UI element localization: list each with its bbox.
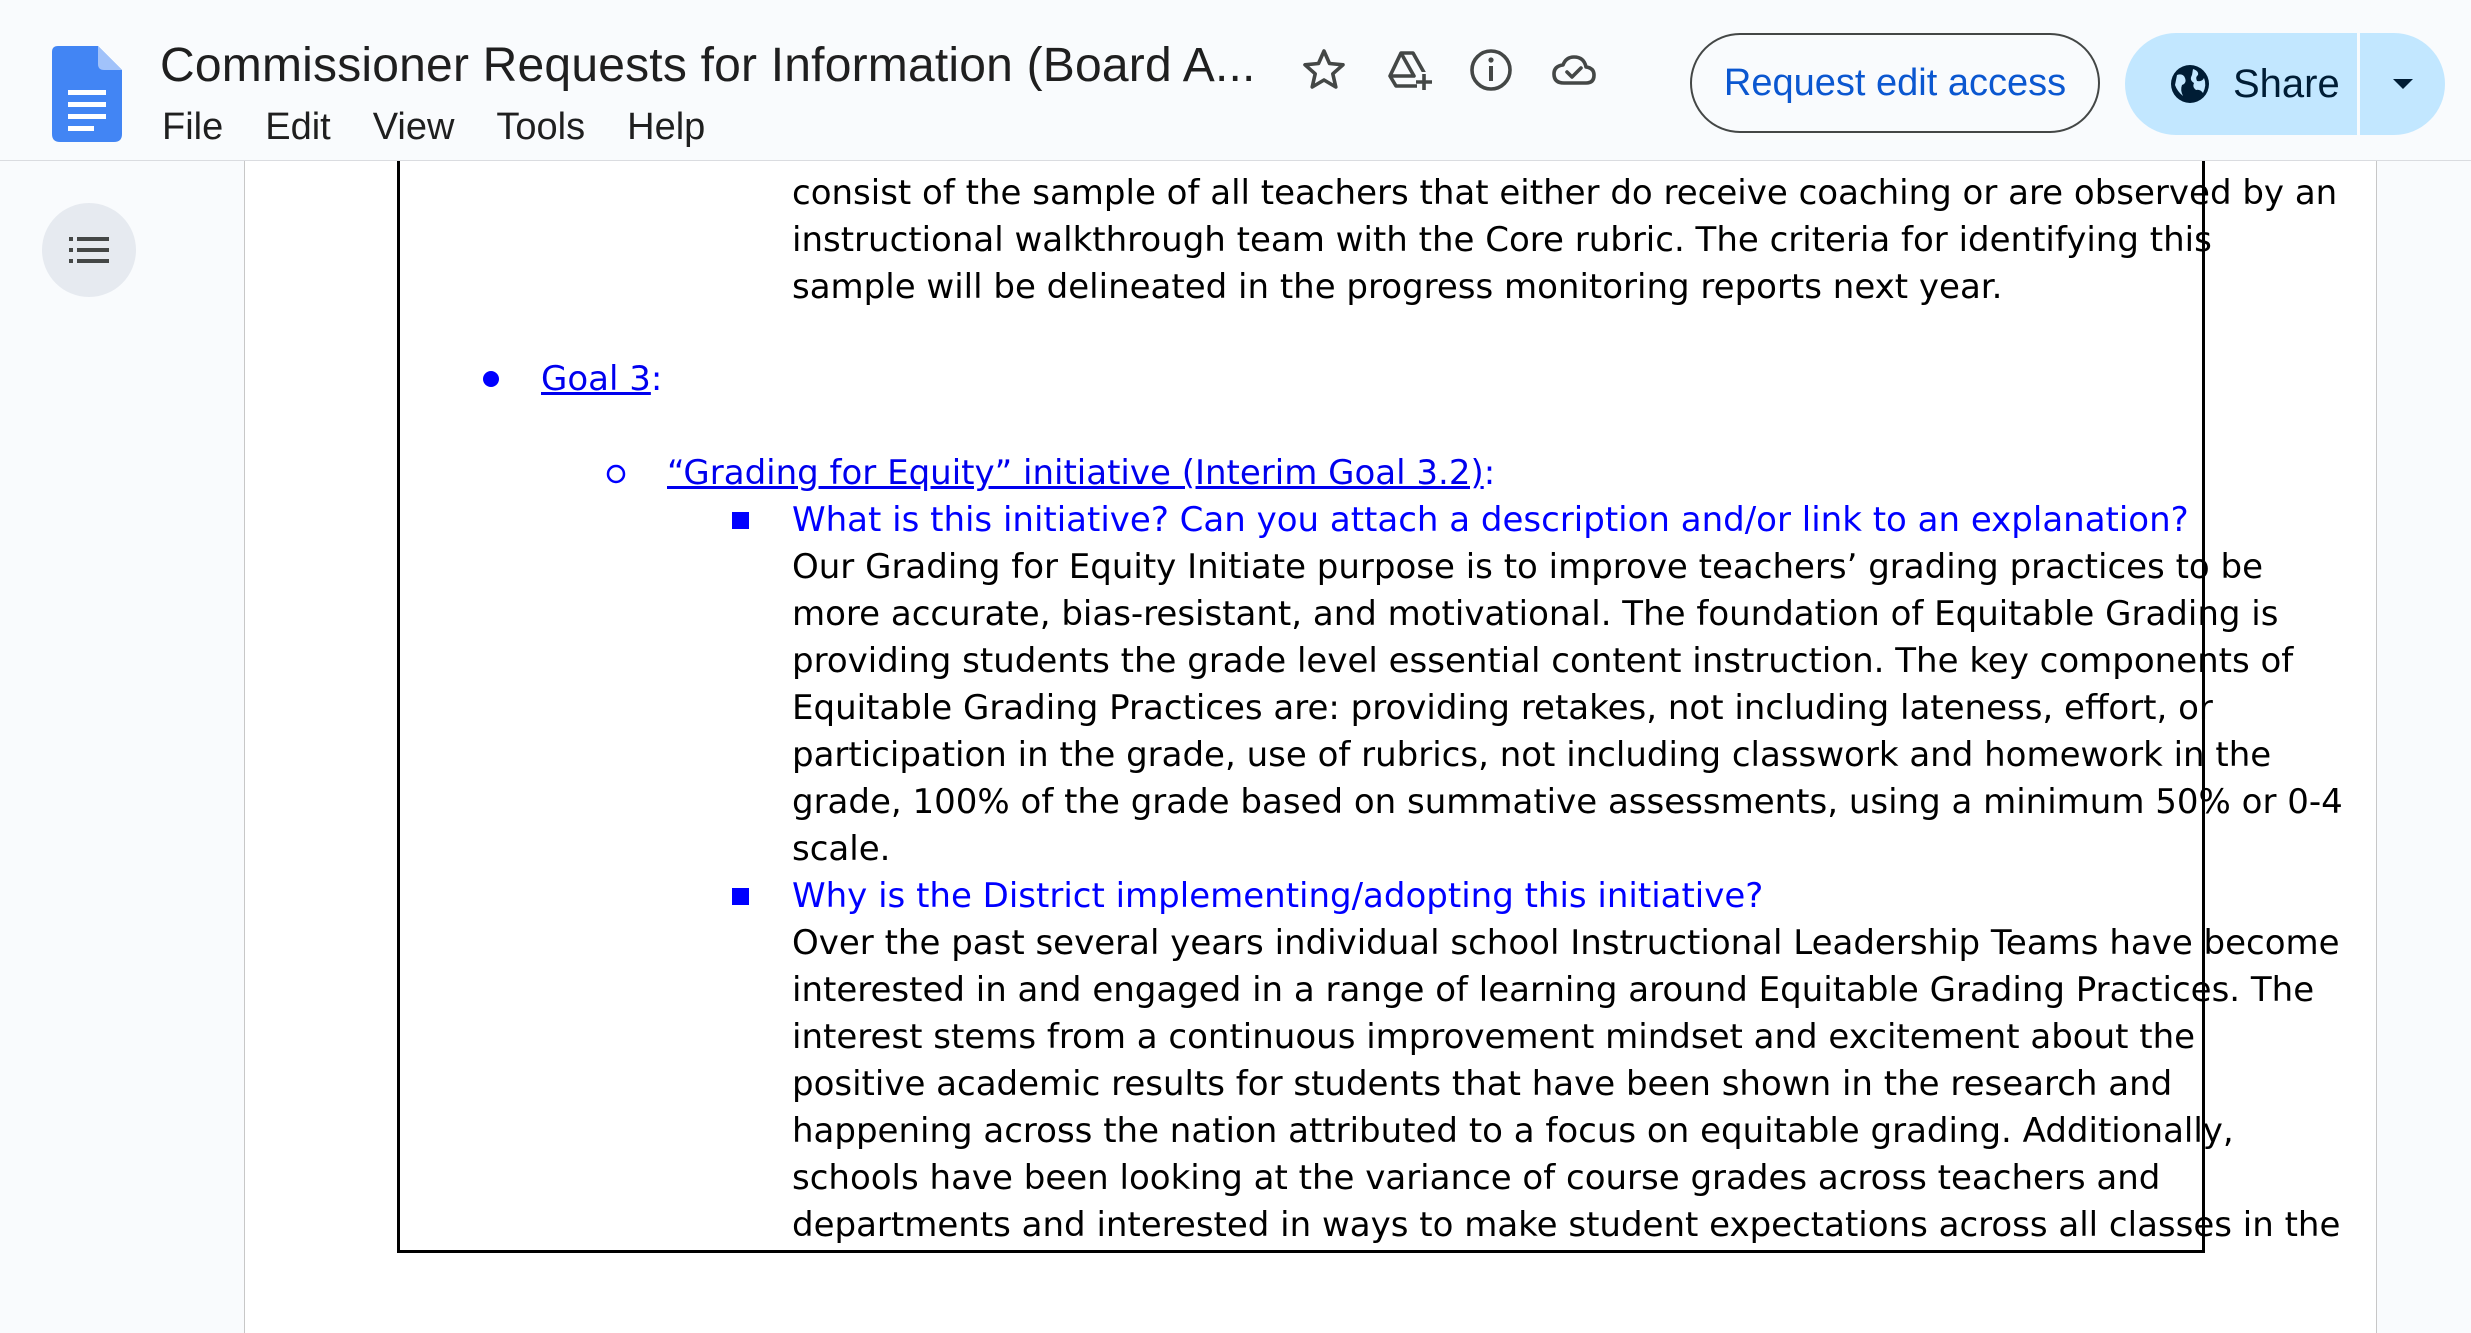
answer1-line: scale. (792, 829, 891, 869)
goal2-paragraph-line: instructional walkthrough team with the Core rubric. The criteria for identifying this (792, 220, 2212, 260)
answer1-line: Equitable Grading Practices are: providing retakes, not including lateness, effort, or (792, 688, 2213, 728)
show-outline-button[interactable] (42, 203, 136, 297)
initiative-heading (667, 450, 1495, 497)
level3-bullet (732, 888, 750, 906)
goal2-paragraph-line: sample will be delineated in the progress monitoring reports next year. (792, 267, 2003, 307)
menu-bar (162, 104, 747, 151)
info-icon[interactable] (1467, 46, 1515, 94)
goal3-link[interactable]: Goal 3 (541, 359, 651, 399)
answer2-line: interest stems from a continuous improvement mindset and excitement about the (792, 1017, 2196, 1057)
answer2-line: happening across the nation attributed to a focus on equitable grading. Additionally, (792, 1111, 2234, 1151)
answer2-line: interested in and engaged in a range of learning around Equitable Grading Practices. The (792, 970, 2315, 1010)
level1-bullet (482, 370, 500, 388)
menu-tools[interactable]: Tools (496, 106, 586, 148)
star-icon[interactable] (1300, 46, 1348, 94)
initiative-colon: : (1483, 453, 1496, 493)
answer1-line: participation in the grade, use of rubrics, not including classwork and homework in the (792, 735, 2272, 775)
document-page[interactable] (244, 160, 2377, 1333)
level3-bullet (732, 512, 750, 530)
menu-edit[interactable]: Edit (265, 106, 331, 148)
question-what-is-initiative: What is this initiative? Can you attach a description and/or link to an explanation? (792, 500, 2189, 540)
goal3-colon: : (650, 359, 663, 399)
request-edit-access-button[interactable]: Request edit access (1690, 33, 2100, 133)
answer2-line: departments and interested in ways to make student expectations across all classes in the (792, 1205, 2341, 1245)
caret-down-icon (2391, 77, 2415, 91)
answer1-line: grade, 100% of the grade based on summative assessments, using a minimum 50% or 0-4 (792, 782, 2343, 822)
goal2-paragraph-line: consist of the sample of all teachers that either do receive coaching or are observed by an (792, 173, 2338, 213)
app-header (0, 0, 2471, 161)
answer1-line: Our Grading for Equity Initiate purpose is to improve teachers’ grading practices to be (792, 547, 2264, 587)
document-outline-icon (69, 237, 109, 263)
answer2-line: positive academic results for students that have been shown in the research and (792, 1064, 2173, 1104)
share-button-group (2125, 33, 2445, 135)
initiative-link[interactable]: “Grading for Equity” initiative (Interim Goal 3.2) (667, 453, 1484, 493)
answer1-line: more accurate, bias-resistant, and motivational. The foundation of Equitable Grading is (792, 594, 2279, 634)
answer2-line: schools have been looking at the variance of course grades across teachers and (792, 1158, 2161, 1198)
share-label: Share (2233, 61, 2340, 106)
menu-help[interactable]: Help (627, 106, 706, 148)
globe-icon (2169, 63, 2211, 105)
menu-file[interactable]: File (162, 106, 224, 148)
menu-view[interactable]: View (372, 106, 455, 148)
question-why-implementing: Why is the District implementing/adopting this initiative? (792, 876, 1764, 916)
share-button[interactable] (2125, 33, 2357, 135)
move-to-drive-icon[interactable] (1384, 46, 1432, 94)
answer2-line: Over the past several years individual school Instructional Leadership Teams have become (792, 923, 2340, 963)
goal3-heading (541, 356, 662, 403)
answer1-line: providing students the grade level essential content instruction. The key components of (792, 641, 2294, 681)
google-docs-logo[interactable] (52, 46, 122, 142)
document-title[interactable]: Commissioner Requests for Information (Board A... (160, 39, 1256, 92)
cloud-saved-icon[interactable] (1550, 46, 1598, 94)
share-options-dropdown[interactable] (2360, 33, 2445, 135)
level2-bullet (606, 464, 626, 484)
